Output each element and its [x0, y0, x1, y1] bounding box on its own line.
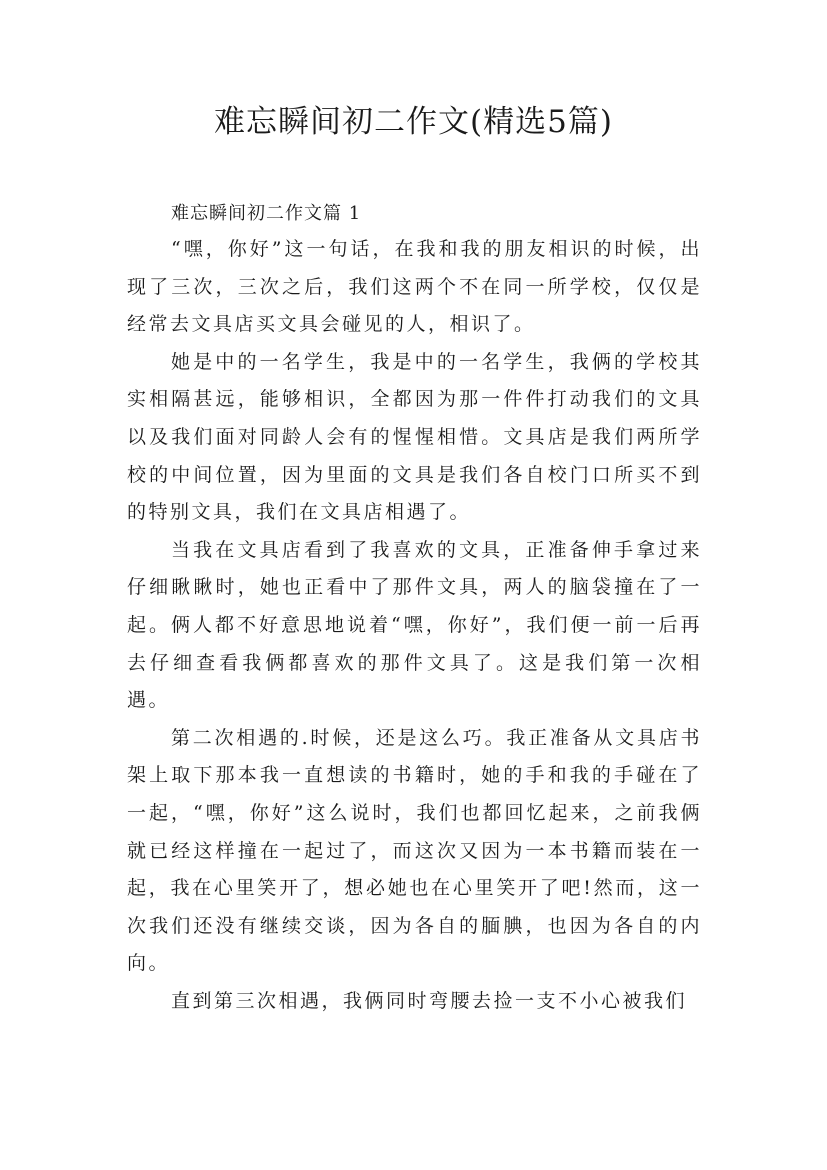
paragraph-2: 她是中的一名学生，我是中的一名学生，我俩的学校其实相隔甚远，能够相识，全都因为那一件件打动我们的文具以及我们面对同龄人会有的惺惺相惜。文具店是我们两所学校的中间位置，因为里面的文具是我们各自校门口所买不到的特别文具，我们在文具店相遇了。: [127, 350, 702, 524]
paragraph-3: 当我在文具店看到了我喜欢的文具，正准备伸手拿过来仔细瞅瞅时，她也正看中了那件文具，两人的脑袋撞在了一起。俩人都不好意思地说着“嘿，你好”，我们便一前一后再去仔细查看我俩都喜欢的那件文具了。这是我们第一次相遇。: [127, 538, 702, 712]
paragraph-4: 第二次相遇的.时候，还是这么巧。我正准备从文具店书架上取下那本我一直想读的书籍时，她的手和我的手碰在了一起，“嘿，你好”这么说时，我们也都回忆起来，之前我俩就已经这样撞在一起过了，而这次又因为一本书籍而装在一起，我在心里笑开了，想必她也在心里笑开了吧!然而，这一次我们还没有继续交谈，因为各自的腼腆，也因为各自的内向。: [127, 726, 702, 975]
section-heading: 难忘瞬间初二作文篇 1: [171, 203, 362, 224]
paragraph-5: 直到第三次相遇，我俩同时弯腰去捡一支不小心被我们: [171, 989, 688, 1012]
document-body: [127, 196, 702, 1020]
document-title: 难忘瞬间初二作文(精选5篇): [214, 104, 613, 140]
paragraph-1: “嘿，你好”这一句话，在我和我的朋友相识的时候，出现了三次，三次之后，我们这两个不在同一所学校，仅仅是经常去文具店买文具会碰见的人，相识了。: [127, 238, 702, 336]
